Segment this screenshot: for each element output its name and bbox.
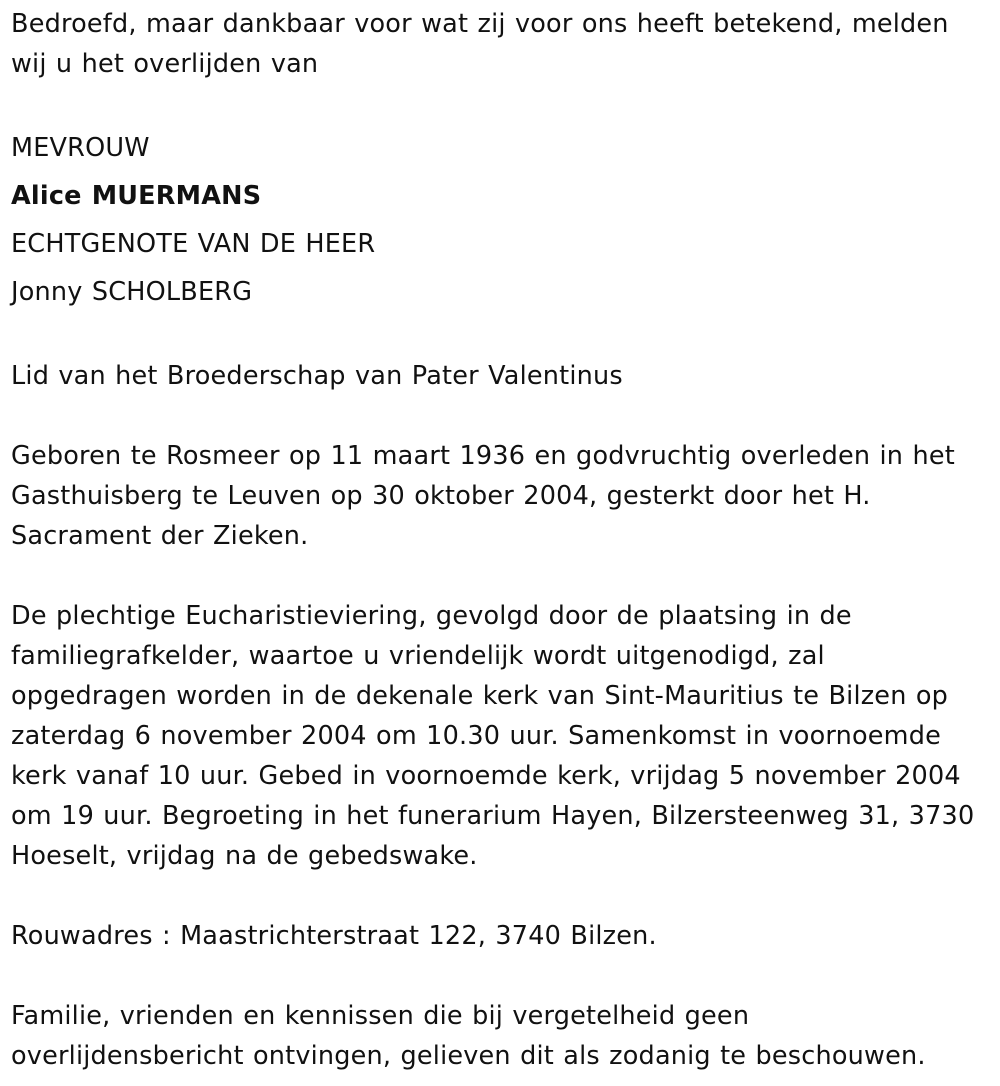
intro-line: Bedroefd, maar dankbaar voor wat zij voor ons heeft betekend, melden bbox=[11, 9, 949, 39]
birth-death-paragraph bbox=[11, 436, 996, 556]
spacer bbox=[11, 556, 996, 596]
honorific-title: MEVROUW bbox=[11, 133, 150, 163]
relation-label: ECHTGENOTE VAN DE HEER bbox=[11, 229, 376, 259]
spacer bbox=[11, 84, 996, 124]
spacer bbox=[11, 956, 996, 996]
ceremony-line: kerk vanaf 10 uur. Gebed in voornoemde kerk, vrijdag 5 november 2004 bbox=[11, 761, 961, 791]
spacer bbox=[11, 316, 996, 356]
closing-line: overlijdensbericht ontvingen, gelieven dit als zodanig te beschouwen. bbox=[11, 1041, 926, 1071]
closing-line: Familie, vrienden en kennissen die bij vergetelheid geen bbox=[11, 1001, 750, 1031]
membership-line: Lid van het Broederschap van Pater Valentinus bbox=[11, 361, 623, 391]
spacer bbox=[11, 396, 996, 436]
spouse-name: Jonny SCHOLBERG bbox=[11, 277, 253, 307]
intro-paragraph bbox=[11, 4, 996, 84]
deceased-name: Alice MUERMANS bbox=[11, 181, 262, 211]
death-notice bbox=[11, 4, 996, 1076]
birth-death-line: Geboren te Rosmeer op 11 maart 1936 en godvruchtig overleden in het bbox=[11, 441, 955, 471]
ceremony-line: om 19 uur. Begroeting in het funerarium Hayen, Bilzersteenweg 31, 3730 bbox=[11, 801, 975, 831]
birth-death-line: Sacrament der Zieken. bbox=[11, 521, 309, 551]
birth-death-line: Gasthuisberg te Leuven op 30 oktober 2004, gesterkt door het H. bbox=[11, 481, 871, 511]
ceremony-line: Hoeselt, vrijdag na de gebedswake. bbox=[11, 841, 478, 871]
ceremony-line: zaterdag 6 november 2004 om 10.30 uur. Samenkomst in voornoemde bbox=[11, 721, 941, 751]
deceased-block bbox=[11, 124, 996, 316]
intro-line: wij u het overlijden van bbox=[11, 49, 319, 79]
spacer bbox=[11, 876, 996, 916]
ceremony-line: De plechtige Eucharistieviering, gevolgd door de plaatsing in de bbox=[11, 601, 852, 631]
ceremony-line: opgedragen worden in de dekenale kerk van Sint-Mauritius te Bilzen op bbox=[11, 681, 949, 711]
ceremony-line: familiegrafkelder, waartoe u vriendelijk wordt uitgenodigd, zal bbox=[11, 641, 825, 671]
mourning-address: Rouwadres : Maastrichterstraat 122, 3740 Bilzen. bbox=[11, 921, 657, 951]
ceremony-paragraph bbox=[11, 596, 996, 876]
closing-paragraph bbox=[11, 996, 996, 1076]
